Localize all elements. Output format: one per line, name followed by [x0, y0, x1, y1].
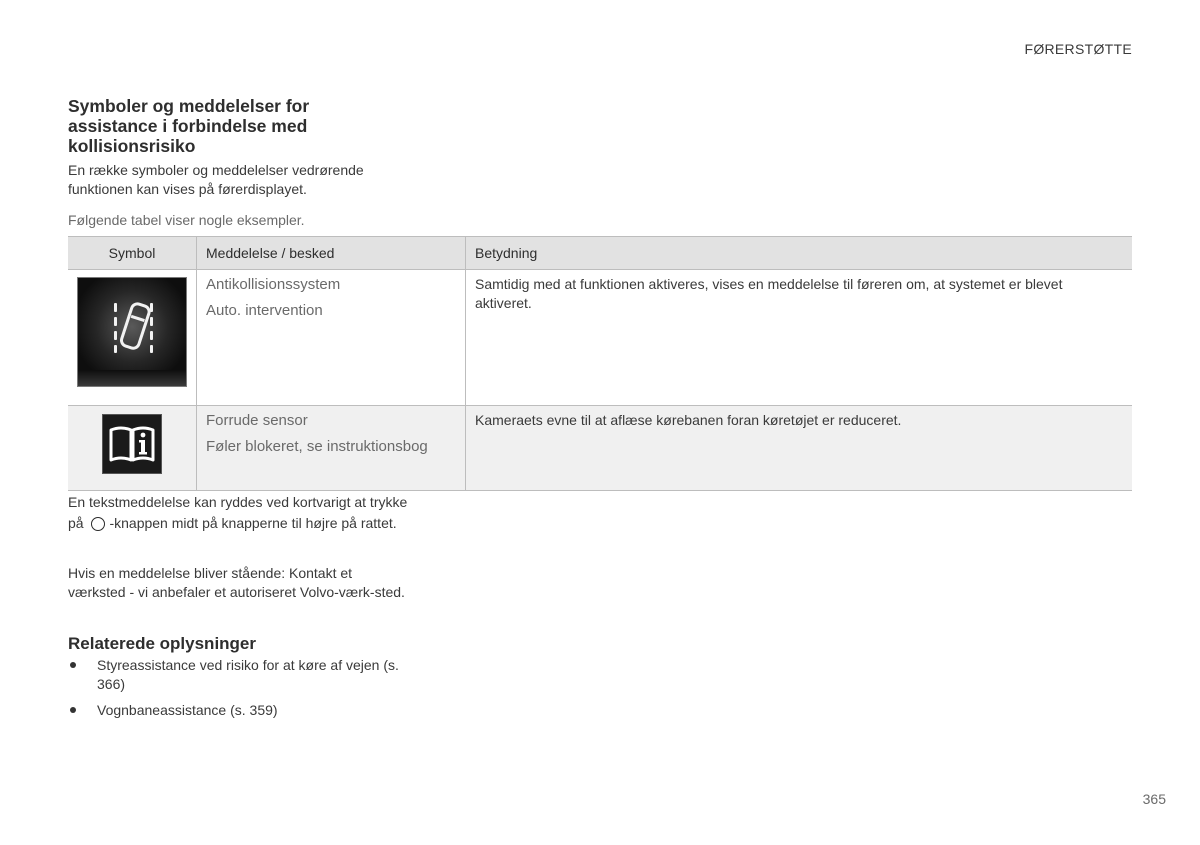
- table-row: [68, 270, 1132, 406]
- intro-text: En række symboler og meddelelser vedrørende funktionen kan vises på førerdisplayet.: [68, 162, 364, 197]
- clear-text-before: En tekstmeddelelse kan ryddes ved kortvarigt at trykke på: [68, 494, 408, 531]
- column-header-meaning: Betydning: [466, 237, 1133, 270]
- page-title: Symboler og meddelelser for assistance i forbindelse med kollisionsrisiko: [68, 96, 310, 156]
- related-link-item[interactable]: Styreassistance ved risiko for at køre af vejen (s. 366): [68, 656, 408, 694]
- related-info-list: [68, 656, 408, 727]
- clear-text-after: -knappen midt på knapperne til højre på rattet.: [109, 515, 397, 531]
- column-header-symbol: Symbol: [68, 237, 197, 270]
- message-cell: [197, 406, 466, 491]
- collision-avoidance-icon: [77, 277, 187, 387]
- symbol-cell: [68, 270, 197, 406]
- meaning-cell: Kameraets evne til at aflæse kørebanen foran køretøjet er reduceret.: [466, 406, 1133, 491]
- message-cell: [197, 270, 466, 406]
- page-number: 365: [1142, 791, 1166, 807]
- symbol-cell: [68, 406, 197, 491]
- related-link-item[interactable]: Vognbaneassistance (s. 359): [68, 701, 408, 720]
- meaning-cell: Samtidig med at funktionen aktiveres, vises en meddelelse til føreren om, at systemet er blevet aktiveret.: [466, 270, 1133, 406]
- message-line: Føler blokeret, se instruktionsbog: [206, 438, 428, 455]
- section-header: FØRERSTØTTE: [1024, 41, 1132, 57]
- table-row: [68, 406, 1132, 491]
- persist-message-text: Hvis en meddelelse bliver stående: Kontakt et værksted - vi anbefaler et autoriseret Volvo-værk-sted.: [68, 565, 405, 600]
- owners-manual-info-icon: [102, 414, 162, 474]
- table-header-row: [68, 237, 1132, 270]
- message-line: Auto. intervention: [206, 302, 323, 319]
- column-header-message: Meddelelse / besked: [197, 237, 466, 270]
- clear-message-text: [68, 492, 408, 534]
- table-caption: Følgende tabel viser nogle eksempler.: [68, 212, 305, 228]
- symbols-table: [68, 236, 1132, 491]
- message-line: Forrude sensor: [206, 412, 308, 429]
- related-info-title: Relaterede oplysninger: [68, 634, 257, 653]
- message-line: Antikollisionssystem: [206, 276, 341, 293]
- circle-button-icon: [91, 517, 105, 531]
